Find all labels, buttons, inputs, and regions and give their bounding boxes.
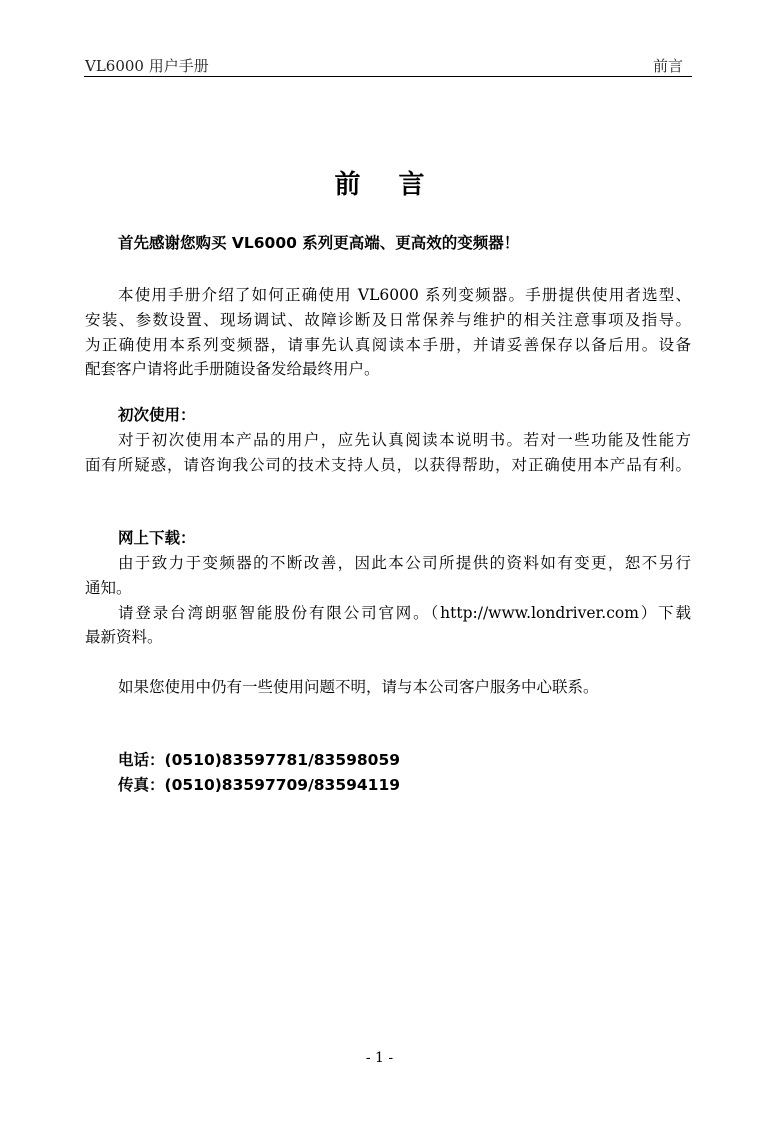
page-title: 前言: [334, 170, 463, 200]
header-section-title: 前言: [652, 57, 683, 75]
first-use-line: 面有所疑惑，请咨询我公司的技术支持人员，以获得帮助，对正确使用本产品有利。: [85, 456, 691, 474]
phone-line: 电话：(0510)83597781/83598059: [118, 751, 401, 769]
download-line: 最新资料。: [85, 628, 163, 646]
download-line: 请登录台湾朗驱智能股份有限公司官网。（http://www.londriver.com）下载: [118, 604, 691, 622]
intro-line: 为正确使用本系列变频器，请事先认真阅读本手册，并请妥善保存以备后用。设备: [85, 336, 691, 354]
intro-line: 配套客户请将此手册随设备发给最终用户。: [85, 360, 380, 378]
header-manual-title: VL6000 用户手册: [85, 57, 209, 75]
download-line: 通知。: [85, 579, 132, 597]
fax-line: 传真：(0510)83597709/83594119: [118, 776, 401, 794]
first-use-heading: 初次使用：: [118, 406, 196, 424]
header-rule: [84, 76, 692, 77]
download-heading: 网上下载：: [118, 529, 196, 547]
page-number: - 1 -: [365, 1050, 394, 1066]
intro-line: 安装、参数设置、现场调试、故障诊断及日常保养与维护的相关注意事项及指导。: [85, 311, 691, 329]
first-use-line: 对于初次使用本产品的用户，应先认真阅读本说明书。若对一些功能及性能方: [118, 431, 691, 449]
contact-note: 如果您使用中仍有一些使用问题不明，请与本公司客户服务中心联系。: [118, 678, 599, 696]
thanks-line: 首先感谢您购买 VL6000 系列更高端、更高效的变频器！: [118, 234, 520, 252]
intro-line: 本使用手册介绍了如何正确使用 VL6000 系列变频器。手册提供使用者选型、: [118, 286, 691, 304]
download-line: 由于致力于变频器的不断改善，因此本公司所提供的资料如有变更，恕不另行: [118, 554, 691, 572]
